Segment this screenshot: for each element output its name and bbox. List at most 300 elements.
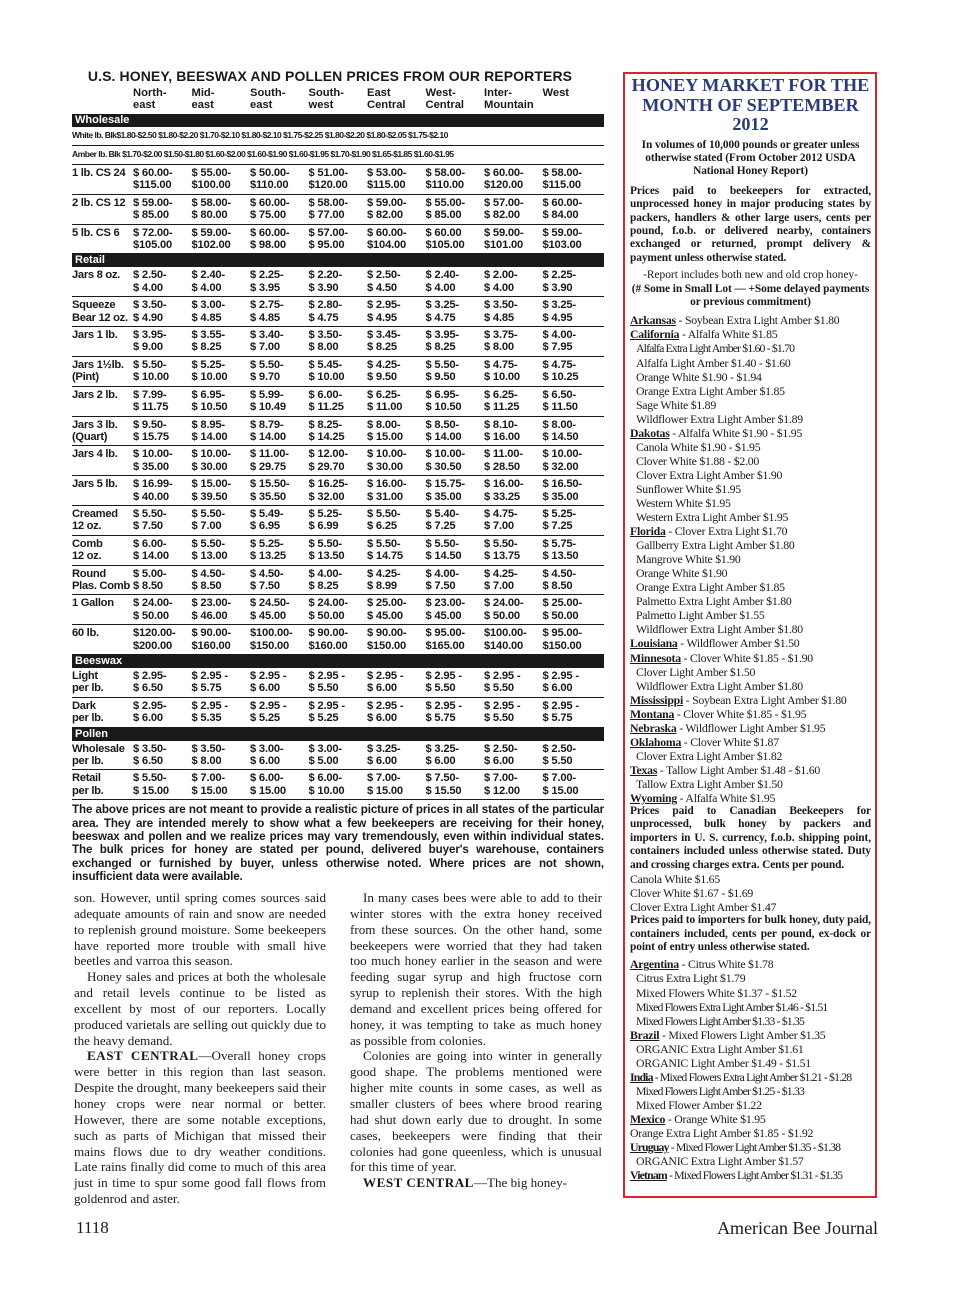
price-cell xyxy=(543,508,602,533)
state-name: Texas xyxy=(630,762,658,777)
price-table xyxy=(72,68,604,884)
price-value: $ 15.75 xyxy=(133,430,169,443)
table-title: U.S. HONEY, BEESWAX AND POLLEN PRICES FROM OUR REPORTERS xyxy=(87,68,573,84)
price-value: $ 5.50- xyxy=(367,507,401,520)
price-value: $ 5.25 xyxy=(250,712,280,725)
price-value: $ 46.00 xyxy=(191,609,228,622)
price-entry: Wildflower Extra Light Amber $1.80 xyxy=(636,622,803,637)
price-value: $ 7.00- xyxy=(542,772,576,785)
canada-price-list xyxy=(630,872,871,914)
price-value: $ 2.95 - xyxy=(542,699,579,712)
price-value: $100.00 xyxy=(191,179,231,192)
state-separator: - xyxy=(682,692,693,707)
state-name: India xyxy=(630,1069,653,1084)
price-value: $ 5.35 xyxy=(191,712,222,725)
price-value: $ 50.00- xyxy=(250,167,290,179)
state-name: Dakotas xyxy=(630,425,670,440)
region-header-3: South- west xyxy=(308,87,344,111)
price-value: $ 6.00 xyxy=(133,712,163,725)
price-cell xyxy=(133,743,192,768)
price-cell xyxy=(543,597,602,622)
price-value: $ 15.00 xyxy=(191,784,228,797)
price-value: $ 13.25 xyxy=(250,550,286,563)
price-value: $ 4.75- xyxy=(484,507,518,520)
price-value: $ 5.25- xyxy=(308,507,342,520)
price-value: $ 16.50- xyxy=(542,478,582,491)
row-label-line: per lb. xyxy=(72,784,104,797)
price-entry: Wildflower Extra Light Amber $1.89 xyxy=(636,411,803,426)
price-value: $ 3.25- xyxy=(425,299,459,312)
state-name: Nebraska xyxy=(630,720,677,735)
price-cell xyxy=(484,448,543,473)
price-value: $115.00 xyxy=(133,179,172,192)
price-cell xyxy=(250,670,309,695)
price-value: $ 4.00 xyxy=(425,281,456,294)
row-label-line xyxy=(72,282,133,294)
price-entry: Orange Extra Light Amber $1.85 - $1.92 xyxy=(630,1125,814,1140)
price-entry: Western Extra Light Amber $1.95 xyxy=(636,510,789,525)
price-value: $165.00 xyxy=(425,639,465,652)
region-header-4: East Central xyxy=(367,87,406,111)
price-value: $ 60.00- xyxy=(250,196,290,209)
price-value: $ 4.85 xyxy=(250,311,280,324)
price-value: $ 50.00 xyxy=(133,609,169,622)
journal-name: American Bee Journal xyxy=(717,1218,878,1238)
row-label xyxy=(72,389,133,414)
price-cell xyxy=(367,538,426,563)
price-cell xyxy=(309,419,368,444)
canada-note: Prices paid to Canadian Beekeepers for unprocessed, bulk honey by packers and importers in U. S. currency, f.o.b. shipping point, containers included unless otherwise stated. Duty and crossing charges extra. Cents per pound. xyxy=(630,805,871,871)
price-value: $ 35.00 xyxy=(425,490,462,503)
price-cell xyxy=(192,478,251,503)
price-value: $ 80.00 xyxy=(191,209,228,222)
price-value: $ 14.00 xyxy=(425,430,462,443)
price-value: $103.00 xyxy=(542,239,582,252)
price-cell xyxy=(484,329,543,354)
price-value: $ 2.95 - xyxy=(250,670,287,682)
price-value: $ 8.25 xyxy=(308,579,339,592)
price-value: $ 60.00- xyxy=(367,226,407,239)
price-value: $ 35.00 xyxy=(133,460,169,473)
price-value: $ 24.00- xyxy=(484,597,524,610)
row-label-line: Dark xyxy=(72,699,96,712)
price-entry: Citrus White $1.78 xyxy=(687,957,774,972)
price-cell xyxy=(426,597,485,622)
price-value: $ 9.50- xyxy=(133,418,167,431)
price-cell xyxy=(133,167,192,192)
price-value: $ 30.00 xyxy=(367,460,403,473)
price-value: $ 5.40- xyxy=(425,507,459,520)
price-cell xyxy=(192,269,251,294)
state-name: Brazil xyxy=(630,1027,660,1042)
table-disclaimer: The above prices are not meant to provide a realistic picture of prices in all states of the particular area. They are intended merely to show what a few beekeepers are receiving for their honey, beeswax and pollen and we realize prices may vary tremendously, even within individual states. The bulk prices for honey are stated per pound, delivered buyer's warehouse, containers exchanged or furnished by buyer, unless otherwise noted. Where prices are not shown, insufficient data were available. xyxy=(72,803,604,884)
price-cell xyxy=(192,448,251,473)
state-name: Vietnam xyxy=(630,1168,667,1183)
us-price-list xyxy=(630,313,871,805)
price-cell xyxy=(192,299,251,324)
price-cell xyxy=(543,448,602,473)
price-value: $ 8.00 xyxy=(191,755,222,768)
price-value: $ 13.50 xyxy=(308,550,345,563)
price-entry: Mixed Flowers Extra Light Amber $1.46 - $1.51 xyxy=(636,999,828,1014)
section-header: Wholesale xyxy=(72,114,604,127)
row-label-line: 5 lb. CS 6 xyxy=(72,226,120,239)
price-value: $ 11.00- xyxy=(484,448,523,461)
price-value: $ 40.00 xyxy=(133,490,169,503)
price-value: $ 59.00- xyxy=(367,196,407,209)
price-cell xyxy=(426,568,485,593)
price-cell xyxy=(426,772,485,797)
price-value: $ 2.95 - xyxy=(191,670,228,682)
price-value: $ 29.70 xyxy=(308,460,345,473)
table-row xyxy=(72,476,604,506)
price-value: $ 7.25 xyxy=(542,520,573,533)
price-value: $ 5.75 xyxy=(191,682,222,695)
paragraph-text: son. However, until spring comes sources said adequate amounts of rain and snow are needed to replenish ground moisture. Some beekeepers have reported more trouble with small hive beetles and varroa this season. xyxy=(74,890,326,969)
price-value: $ 5.50 xyxy=(308,682,339,695)
price-value: $ 10.00 xyxy=(308,784,345,797)
price-cell xyxy=(426,538,485,563)
price-value: $ 5.50- xyxy=(425,358,459,371)
price-cell xyxy=(309,299,368,324)
state-separator: - xyxy=(665,524,675,539)
price-cell xyxy=(250,269,309,294)
price-cell xyxy=(192,772,251,797)
price-entry: Clover White $1.85 - $1.95 xyxy=(683,706,807,721)
price-cell xyxy=(367,269,426,294)
price-value: $ 5.50- xyxy=(133,507,167,520)
table-row xyxy=(72,625,604,655)
state-separator: - xyxy=(681,734,691,749)
table-row xyxy=(72,387,604,417)
price-value: $ 3.50- xyxy=(484,299,518,312)
price-entry: ORGANIC Light Amber $1.49 - $1.51 xyxy=(636,1055,811,1070)
price-value: $ 2.95 - xyxy=(308,670,345,682)
row-label-line: Creamed xyxy=(72,507,118,520)
price-value: $ 8.79- xyxy=(250,418,284,431)
state-name: Mexico xyxy=(630,1111,666,1126)
price-cell xyxy=(543,670,602,695)
price-cell xyxy=(133,568,192,593)
price-cell xyxy=(250,508,309,533)
price-cell xyxy=(426,389,485,414)
price-value: $ 55.00- xyxy=(425,196,465,209)
price-cell xyxy=(426,167,485,192)
price-cell xyxy=(484,670,543,695)
row-label-line xyxy=(72,640,133,652)
price-value: $ 3.95- xyxy=(425,329,459,342)
price-value: $ 85.00 xyxy=(133,209,169,222)
price-value: $ 10.00 xyxy=(308,371,345,384)
price-value: $ 7.50 xyxy=(250,579,280,592)
price-value: $ 6.00 xyxy=(367,755,397,768)
price-value: $ 16.00- xyxy=(367,478,407,491)
price-value: $ 10.49 xyxy=(250,401,286,414)
table-row xyxy=(72,770,604,800)
price-value: $ 60.00- xyxy=(133,167,173,179)
price-entry: Clover White $1.87 xyxy=(690,734,779,749)
price-value: $ 6.00 xyxy=(484,755,514,768)
price-value: $ 2.50- xyxy=(367,269,401,282)
price-value: $ 23.00- xyxy=(425,597,465,610)
price-value: $ 8.25 xyxy=(367,341,397,354)
state-entry xyxy=(630,1112,871,1126)
state-separator: - xyxy=(666,1168,675,1183)
price-entry: Mixed Flowers Extra Light Amber $1.21 - $1.28 xyxy=(659,1069,852,1084)
price-value: $115.00 xyxy=(542,179,581,192)
price-entry: Citrus Extra Light $1.79 xyxy=(636,971,746,986)
price-value: $150.00 xyxy=(542,639,582,652)
price-entry: Wildflower Amber $1.50 xyxy=(686,636,800,651)
state-name: Wyoming xyxy=(630,790,677,805)
price-value: $ 4.95 xyxy=(367,311,397,324)
price-value: $ 8.25- xyxy=(308,418,342,431)
price-value: $ 16.25- xyxy=(308,478,348,491)
price-cell xyxy=(367,448,426,473)
article-paragraph xyxy=(350,1175,602,1191)
price-value: $ 14.25 xyxy=(308,430,345,443)
region-header-1: Mid- east xyxy=(191,87,215,111)
price-cell xyxy=(192,743,251,768)
row-label-line: 60 lb. xyxy=(72,627,99,640)
price-value: $ 8.99 xyxy=(367,579,397,592)
price-entry: Clover White $1.88 - $2.00 xyxy=(636,453,760,468)
price-value: $ 15.75- xyxy=(425,478,465,491)
price-value: $ 6.25- xyxy=(367,388,401,401)
price-value: $ 7.00 xyxy=(484,520,514,533)
price-entry: Palmetto Light Amber $1.55 xyxy=(636,608,765,623)
table-row xyxy=(72,536,604,566)
price-cell xyxy=(484,419,543,444)
row-label xyxy=(72,227,133,252)
row-label-line: (Quart) xyxy=(72,430,108,443)
price-value: $ 95.00 xyxy=(308,239,345,252)
price-cell xyxy=(192,670,251,695)
price-value: $ 8.10- xyxy=(484,418,518,431)
price-value: $ 8.00 xyxy=(308,341,339,354)
price-cell xyxy=(484,772,543,797)
price-value: $ 7.00 xyxy=(191,520,222,533)
market-title: HONEY MARKET FOR THE MONTH OF SEPTEMBER 2012 xyxy=(631,75,870,134)
table-row xyxy=(72,357,604,387)
price-cell xyxy=(426,227,485,252)
price-value: $ 2.95 - xyxy=(484,670,521,682)
price-value: $ 28.50 xyxy=(484,460,520,473)
price-value: $ 2.20- xyxy=(308,269,342,282)
region-header xyxy=(72,87,604,114)
price-value: $ 2.95 - xyxy=(542,670,579,682)
price-cell xyxy=(309,508,368,533)
price-cell xyxy=(192,197,251,222)
state-entry xyxy=(630,791,871,805)
price-value: $ 24.00- xyxy=(133,597,173,610)
price-value: $ 14.50 xyxy=(425,550,462,563)
price-value: $ 3.95- xyxy=(133,329,167,342)
price-cell xyxy=(543,538,602,563)
price-cell xyxy=(543,772,602,797)
price-cell xyxy=(543,299,602,324)
price-entry: Alfalfa Light Amber $1.40 - $1.60 xyxy=(636,355,791,370)
price-value: $ 5.50- xyxy=(367,537,401,550)
price-cell xyxy=(250,227,309,252)
price-value: $ 2.25- xyxy=(250,269,284,282)
table-row xyxy=(72,165,604,195)
price-entry: Clover Extra Light Amber $1.90 xyxy=(636,467,783,482)
price-value: $ 59.00- xyxy=(542,226,582,239)
price-value: $105.00 xyxy=(133,239,173,252)
price-value: $ 7.00 xyxy=(250,341,280,354)
price-value: $ 5.50- xyxy=(484,537,518,550)
price-value: $ 29.75 xyxy=(250,460,286,473)
price-value: $ 31.00 xyxy=(367,490,403,503)
price-value: $ 58.00- xyxy=(191,196,231,209)
price-cell xyxy=(484,478,543,503)
price-value: $ 15.50- xyxy=(250,478,290,491)
price-value: $ 2.50- xyxy=(133,269,167,282)
price-value: $ 4.00 xyxy=(191,281,222,294)
price-value: $ 6.00 xyxy=(367,712,397,725)
price-cell xyxy=(426,329,485,354)
price-value: $ 45.00 xyxy=(250,609,286,622)
price-value: $ 3.75- xyxy=(484,329,518,342)
price-value: $ 50.00 xyxy=(308,609,345,622)
row-label-line: Retail xyxy=(72,772,101,785)
price-value: $ 15.00 xyxy=(133,784,169,797)
region-header-6: Inter- Mountain xyxy=(484,87,534,111)
price-cell xyxy=(484,538,543,563)
state-separator: - xyxy=(668,1140,676,1155)
price-value: $ 4.25- xyxy=(367,567,401,580)
price-cell xyxy=(250,299,309,324)
paragraph-text: —Overall honey crops were better in this region than last season. Despite the drought, many beekeepers said their honey crops were near normal or better. However, there are some notable exceptions, such as parts of Michigan that missed their mains flows due to dry weather conditions. Late rains finally did come to much of this area just in time to spur some good fall flows from goldenrod and aster. xyxy=(74,1048,326,1207)
table-body xyxy=(72,114,604,800)
price-value: $ 11.00- xyxy=(250,448,289,461)
price-value: $ 59.00- xyxy=(133,196,173,209)
price-cell xyxy=(133,478,192,503)
price-entry: ORGANIC Extra Light Amber $1.57 xyxy=(636,1154,804,1169)
price-entry: Orange White $1.95 xyxy=(674,1111,766,1126)
price-entry: Clover Extra Light Amber $1.82 xyxy=(636,748,783,763)
import-note: Prices paid to importers for bulk honey, duty paid, containers included, cents per pound, ex-dock or point of entry unless otherwise stated. xyxy=(630,914,871,953)
price-value: $ 4.00- xyxy=(425,567,459,580)
state-name: Mississippi xyxy=(630,692,683,707)
price-cell xyxy=(309,197,368,222)
price-value: $ 14.00 xyxy=(133,550,169,563)
price-value: $ 4.25- xyxy=(367,358,401,371)
state-separator: - xyxy=(659,1027,669,1042)
price-value: $ 3.50- xyxy=(133,299,167,312)
price-value: $120.00 xyxy=(484,179,524,192)
state-entry xyxy=(630,327,871,341)
price-cell xyxy=(309,359,368,384)
price-entry: ORGANIC Extra Light Amber $1.61 xyxy=(636,1041,804,1056)
price-cell xyxy=(250,478,309,503)
state-separator: - xyxy=(675,313,685,328)
price-value: $ 3.25- xyxy=(367,742,401,755)
price-cell xyxy=(309,568,368,593)
price-value: $ 7.00 xyxy=(484,579,514,592)
price-entry: Tallow Extra Light Amber $1.50 xyxy=(636,776,783,791)
price-value: $ 5.75 xyxy=(425,712,456,725)
row-label xyxy=(72,167,133,192)
price-value: $ 8.50 xyxy=(133,579,163,592)
price-value: $ 3.00- xyxy=(250,742,284,755)
price-cell xyxy=(367,167,426,192)
price-value: $ 10.00 xyxy=(133,371,169,384)
row-label-line: Squeeze xyxy=(72,299,116,312)
state-name: Louisiana xyxy=(630,636,678,651)
price-value: $ 5.25 xyxy=(308,712,339,725)
row-label xyxy=(72,743,133,768)
price-cell xyxy=(426,448,485,473)
table-row xyxy=(72,446,604,476)
price-value: $ 4.75- xyxy=(484,358,518,371)
row-label-line xyxy=(72,179,133,191)
price-value: $120.00- xyxy=(133,627,176,640)
state-separator: - xyxy=(680,650,690,665)
state-entry xyxy=(630,636,871,650)
price-cell xyxy=(250,700,309,725)
price-value: $ 10.00- xyxy=(191,448,231,461)
price-cell xyxy=(484,269,543,294)
table-row xyxy=(72,698,604,728)
price-entry: Western White $1.95 xyxy=(636,495,731,510)
price-value: $160.00 xyxy=(308,639,348,652)
paragraph-text: —The big honey- xyxy=(473,1175,567,1191)
price-cell xyxy=(426,299,485,324)
price-cell xyxy=(309,478,368,503)
row-label-line: per lb. xyxy=(72,755,104,768)
region-header-0: North- east xyxy=(133,87,167,111)
price-entry: Mixed Flowers Light Amber $1.35 xyxy=(668,1027,826,1042)
price-cell xyxy=(133,197,192,222)
price-value: $ 10.00 xyxy=(484,371,520,384)
price-value: $ 58.00- xyxy=(308,196,348,209)
price-value: $ 6.00- xyxy=(308,388,342,401)
price-cell xyxy=(250,772,309,797)
state-separator: - xyxy=(676,790,686,805)
row-label-line: 12 oz. xyxy=(72,550,102,563)
section-header: Beeswax xyxy=(72,655,604,668)
price-cell xyxy=(133,627,192,652)
price-value: $ 6.25 xyxy=(367,520,397,533)
price-entry: Clover White $1.85 - $1.90 xyxy=(689,650,813,665)
price-cell xyxy=(133,538,192,563)
price-cell xyxy=(250,329,309,354)
price-entry: Clover White $1.67 - $1.69 xyxy=(630,886,754,901)
price-value: $ 33.25 xyxy=(484,490,520,503)
price-cell xyxy=(426,508,485,533)
price-value: $ 4.85 xyxy=(484,311,514,324)
price-entry: Soybean Extra Light Amber $1.80 xyxy=(684,313,840,328)
price-value: $ 4.85 xyxy=(191,311,222,324)
price-value: $ 53.00- xyxy=(367,167,407,179)
row-label xyxy=(72,772,133,797)
price-value: $ 16.99- xyxy=(133,478,173,491)
price-value: $ 15.00- xyxy=(191,478,231,491)
price-value: $ 10.00 xyxy=(191,371,228,384)
price-value: $ 6.95 xyxy=(250,520,280,533)
price-value: $ 12.00 xyxy=(484,784,520,797)
price-value: $ 11.00 xyxy=(367,401,403,414)
state-separator: - xyxy=(657,762,667,777)
price-value: $ 75.00 xyxy=(250,209,286,222)
article-body xyxy=(74,890,602,1207)
page-number: 1118 xyxy=(76,1218,109,1237)
price-value: $ 25.00- xyxy=(542,597,582,610)
price-value: $ 2.95 - xyxy=(191,699,228,712)
price-value: $ 8.00 xyxy=(484,341,514,354)
